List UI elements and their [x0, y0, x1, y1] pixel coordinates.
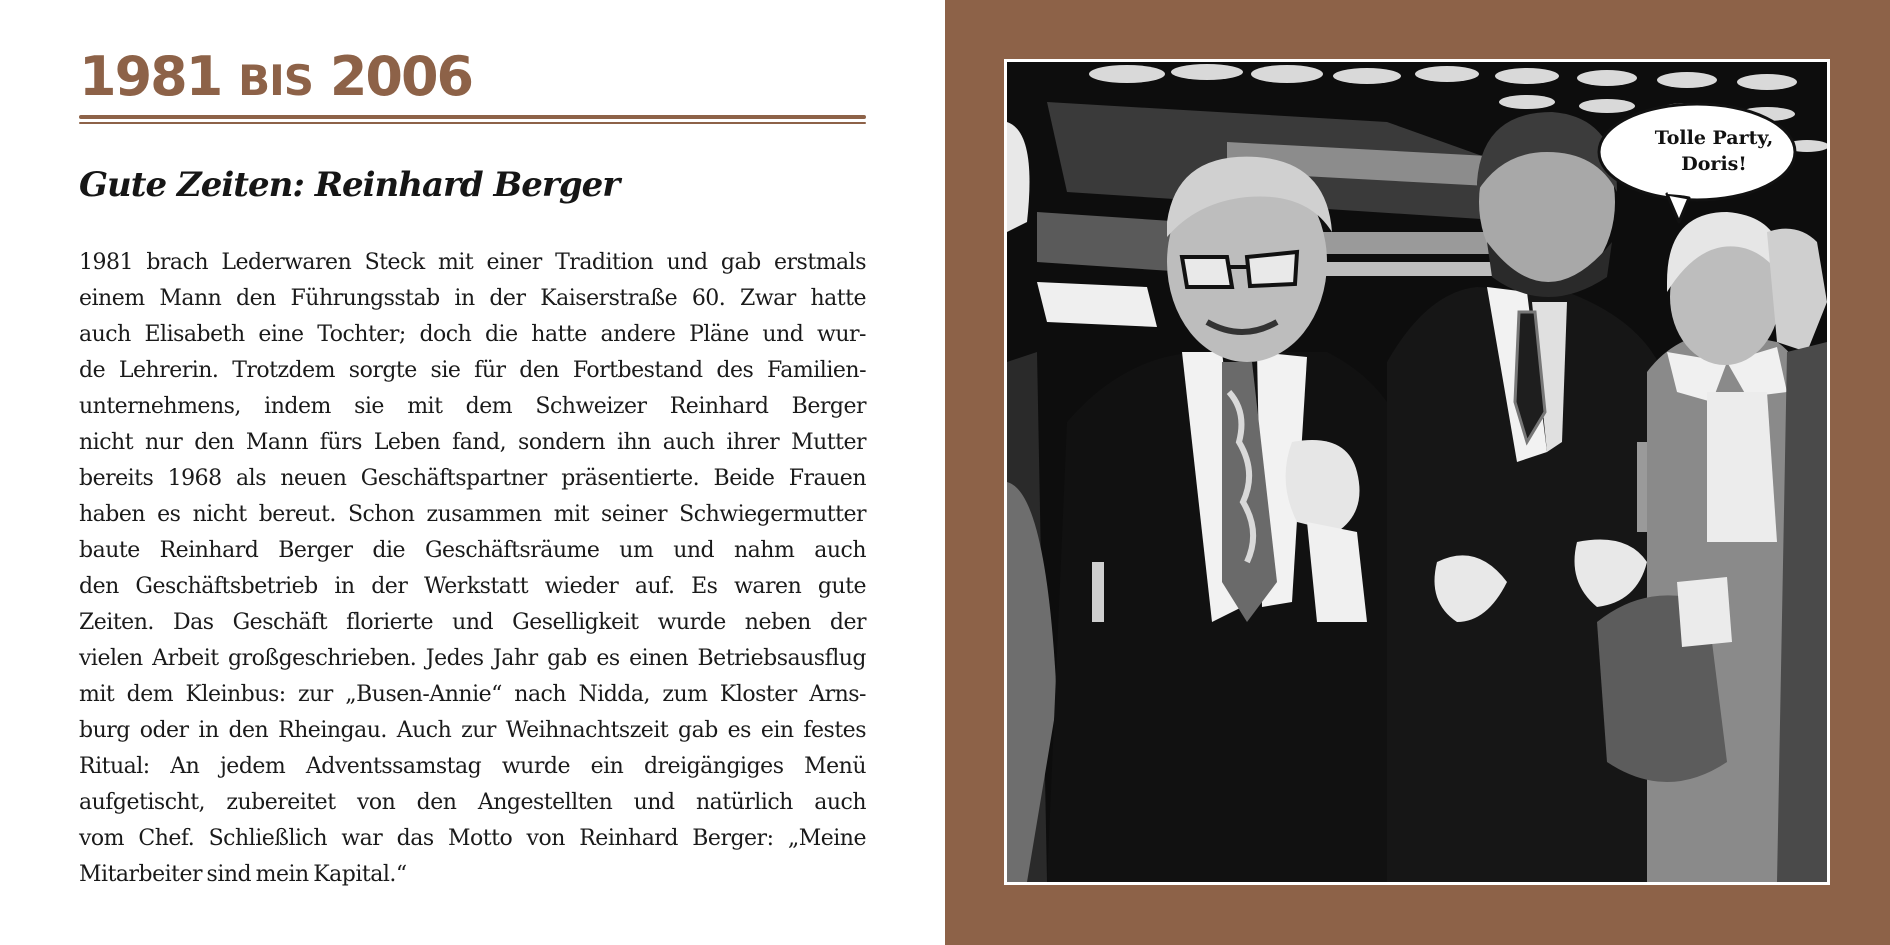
- body-line: vom Chef. Schließlich war das Motto von Reinhard Berger: „Meine: [79, 826, 866, 851]
- body-line: burg oder in den Rheingau. Auch zur Weihnachtszeit gab es ein festes: [79, 718, 866, 743]
- body-line: auch Elisabeth eine Tochter; doch die hatte andere Pläne und wur-: [79, 322, 866, 347]
- body-line: haben es nicht bereut. Schon zusammen mit seiner Schwiegermutter: [79, 502, 866, 527]
- title-double-rule: [79, 114, 866, 124]
- body-line: einem Mann den Führungsstab in der Kaiserstraße 60. Zwar hatte: [79, 286, 866, 311]
- body-paragraph: [79, 245, 866, 893]
- body-line: nicht nur den Mann fürs Leben fand, sondern ihn auch ihrer Mutter: [79, 430, 866, 455]
- body-line: vielen Arbeit großgeschrieben. Jedes Jahr gab es einen Betriebsausflug: [79, 646, 866, 671]
- photo-frame: [1004, 59, 1830, 885]
- body-line: 1981 brach Lederwaren Steck mit einer Tradition und gab erstmals: [79, 250, 866, 275]
- body-line: den Geschäftsbetrieb in der Werkstatt wieder auf. Es waren gute: [79, 574, 866, 599]
- body-line: bereits 1968 als neuen Geschäftspartner präsentierte. Beide Frauen: [79, 466, 866, 491]
- speech-bubble-text: [1629, 125, 1799, 177]
- chapter-year-end: 2006: [329, 45, 473, 108]
- speech-bubble-line: Doris!: [1681, 153, 1747, 175]
- chapter-title: [79, 42, 472, 116]
- chapter-connector: BIS: [238, 56, 313, 105]
- body-line: de Lehrerin. Trotzdem sorgte sie für den Fortbestand des Familien-: [79, 358, 866, 383]
- body-line: baute Reinhard Berger die Geschäftsräume um und nahm auch: [79, 538, 866, 563]
- title-rule-thick: [79, 115, 866, 119]
- body-line: aufgetischt, zubereitet von den Angestellten und natürlich auch: [79, 790, 866, 815]
- body-line: Zeiten. Das Geschäft florierte und Geselligkeit wurde neben der: [79, 610, 866, 635]
- speech-bubble-line: Tolle Party,: [1654, 127, 1774, 149]
- section-subheading: Gute Zeiten: Reinhard Berger: [79, 165, 620, 205]
- body-line: Mitarbeiter sind mein Kapital.“: [79, 862, 407, 887]
- title-rule-thin: [79, 122, 866, 124]
- body-line: Ritual: An jedem Adventssamstag wurde ein dreigängiges Menü: [79, 754, 866, 779]
- body-line: unternehmens, indem sie mit dem Schweizer Reinhard Berger: [79, 394, 866, 419]
- chapter-year-start: 1981: [79, 45, 222, 108]
- party-photo-illustration: [1007, 62, 1827, 882]
- body-line: mit dem Kleinbus: zur „Busen-Annie“ nach Nidda, zum Kloster Arns-: [79, 682, 866, 707]
